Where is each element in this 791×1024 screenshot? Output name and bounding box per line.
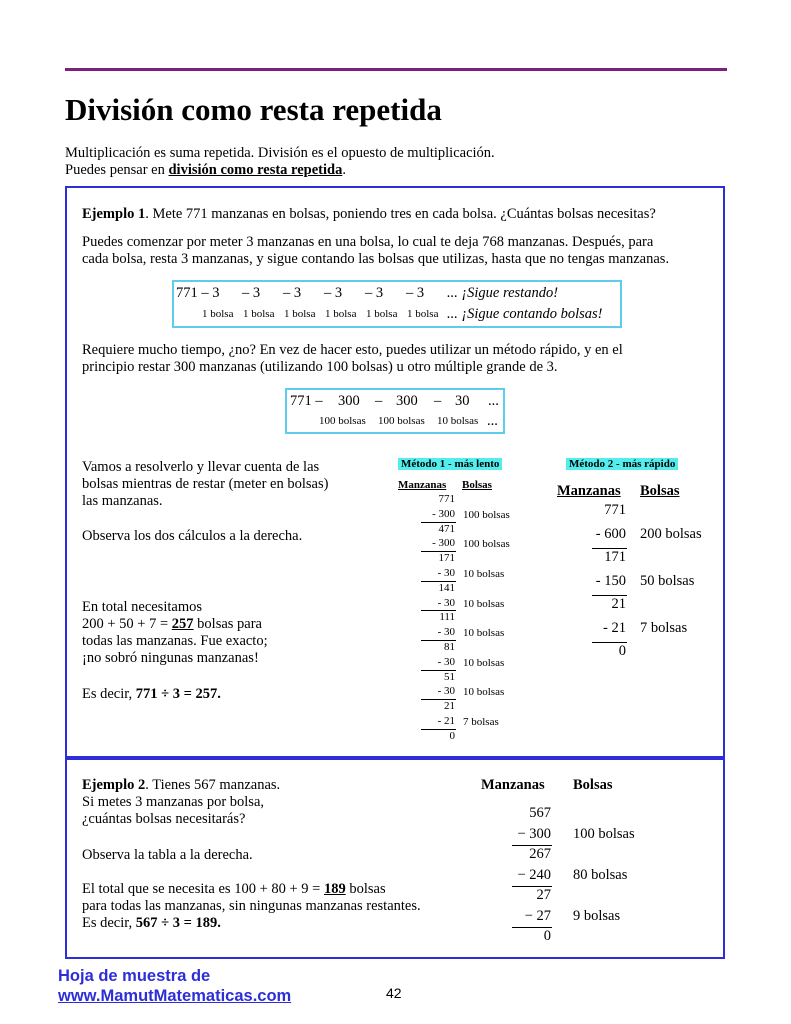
example-1-paragraph-3-line-2: principio restar 300 manzanas (utilizando 100 bolsas) u otro múltiple grande de 3. [82,359,558,375]
apples-value: 0 [618,643,626,659]
example-2-col-manzanas: Manzanas [481,777,545,793]
apples-value: - 21 [603,619,626,636]
apples-value: 267 [529,846,551,862]
apples-value: - 30 [437,685,455,698]
example-2-total-line-1 [82,881,421,898]
example-2-label: Ejemplo 2 [82,777,146,793]
box1-row1-end: ... ¡Sigue restando! [447,285,559,301]
apples-value: 771 [438,493,455,505]
method-1-col-bolsas: Bolsas [462,479,492,491]
apples-value: 771 [604,502,626,518]
box1-row1-item-4: – 3 [365,285,384,301]
apples-value: 171 [604,549,626,565]
bags-value: 10 bolsas [463,686,505,699]
box1-row1-item-0: 771 – 3 [176,285,220,301]
apples-value: - 150 [595,572,626,589]
total-line-2-post: bolsas para [193,616,262,632]
total-block [82,599,268,667]
box2-row1-item-4: – [434,393,442,409]
apples-value: - 300 [432,507,455,520]
total-sum: 200 + 50 + 7 = [82,616,172,632]
method-2-col-bolsas: Bolsas [640,483,680,499]
example-2-line-3: ¿cuántas bolsas necesitarás? [82,811,246,827]
apples-value: - 30 [437,596,455,609]
apples-value: 27 [536,887,551,903]
box1-row1-item-3: – 3 [324,285,343,301]
box2-row2-item-2: 10 bolsas [437,415,479,427]
box2-row2-item-3: ... [487,413,498,429]
method-2-col-manzanas: Manzanas [557,483,621,499]
box2-row1-item-0: 771 – [290,393,323,409]
apples-value: 21 [444,700,455,713]
apples-value: 141 [438,581,455,594]
conclusion-1 [82,686,221,703]
observe-text: Observa los dos cálculos a la derecha. [82,528,303,544]
method-2-header: Método 2 - más rápido [566,458,678,470]
apples-value: - 30 [437,626,455,639]
intro-line-2-post: . [342,162,346,178]
example-1-paragraph-2-line-1: Puedes comenzar por meter 3 manzanas en una bolsa, lo cual te deja 768 manzanas. Después, para [82,234,654,250]
page-title: División como resta repetida [65,92,442,127]
explanation-line-1: Vamos a resolverlo y llevar cuenta de las [82,459,320,475]
apples-value: - 30 [437,655,455,668]
bags-value: 10 bolsas [463,627,505,640]
example-2-answer: 189 [323,881,346,897]
apples-value: - 300 [432,537,455,550]
example-2-col-bolsas: Bolsas [573,777,613,793]
box1-row2-item-2: 1 bolsa [284,308,316,320]
example-2-total-line-2: para todas las manzanas, sin ningunas manzanas restantes. [82,898,421,914]
method-1-col-manzanas: Manzanas [398,479,447,491]
total-line-1: En total necesitamos [82,599,202,615]
bags-value: 50 bolsas [640,572,695,589]
apples-value: 111 [439,611,455,624]
box2-row1-item-2: – [375,393,383,409]
apples-value: 171 [438,552,455,565]
apples-value: - 30 [437,567,455,579]
method-1-header: Método 1 - más lento [398,458,502,470]
apples-value: − 27 [524,907,551,924]
bags-value: 200 bolsas [640,525,702,542]
example-1-paragraph-3-line-1: Requiere mucho tiempo, ¿no? En vez de hacer esto, puedes utilizar un método rápido, y en el [82,342,623,358]
box2-row2-item-1: 100 bolsas [378,415,425,427]
total-line-2 [82,616,268,633]
explanation-line-2: bolsas mientras de restar (meter en bolsas) [82,476,329,492]
conclusion-1-pre: Es decir, [82,686,136,702]
intro-emphasis: división como resta repetida [168,162,343,178]
box2-row2-item-0: 100 bolsas [319,415,366,427]
example-2-total-sum: El total que se necesita es 100 + 80 + 9 = [82,881,324,897]
box2-row1-item-6: ... [488,393,499,409]
example-2-line-2: Si metes 3 manzanas por bolsa, [82,794,265,810]
apples-value: 21 [611,596,626,612]
example-1-statement [82,206,656,223]
box1-row1-item-5: – 3 [406,285,425,301]
example-1-label: Ejemplo 1 [82,206,146,222]
box1-row2-item-0: 1 bolsa [202,308,234,320]
intro-line-2 [65,162,495,179]
box1-row2-item-3: 1 bolsa [325,308,357,320]
bags-value: 10 bolsas [463,568,505,580]
box1-row2-item-1: 1 bolsa [243,308,275,320]
bags-value: 100 bolsas [463,508,510,521]
example-2-line-1 [82,777,280,794]
total-line-3: todas las manzanas. Fue exacto; [82,633,268,649]
bags-value: 10 bolsas [463,597,505,610]
footer-link[interactable]: www.MamutMatematicas.com [58,987,292,1005]
example-1-paragraph-2-line-2: cada bolsa, resta 3 manzanas, y sigue contando las bolsas que utilizas, hasta que no tengas manzanas. [82,251,670,267]
apples-value: - 21 [437,715,455,727]
apples-value: 51 [444,670,455,683]
intro-line-2-pre: Puedes pensar en [65,162,169,178]
bags-value: 80 bolsas [573,866,628,883]
box1-row1-item-1: – 3 [242,285,261,301]
box2-row1-item-3: 300 [396,393,418,409]
example-2-result: 567 ÷ 3 = 189. [135,915,221,931]
total-answer: 257 [171,616,194,632]
box1-row2-item-5: 1 bolsa [407,308,439,320]
box1-row2-end: ... ¡Sigue contando bolsas! [447,306,603,322]
total-line-4: ¡no sobró ningunas manzanas! [82,650,259,666]
example-2-total [82,881,421,932]
apples-value: − 240 [517,866,551,883]
example-2-observe: Observa la tabla a la derecha. [82,847,253,863]
apples-value: - 600 [595,525,626,542]
page-number: 42 [386,985,402,1001]
apples-value: 567 [529,805,551,821]
apples-value: − 300 [517,825,551,842]
box1-row1-item-2: – 3 [283,285,302,301]
bags-value: 7 bolsas [640,619,688,636]
footer-source [58,966,291,1006]
bags-value: 100 bolsas [573,825,635,842]
conclusion-1-result: 771 ÷ 3 = 257. [135,686,221,702]
intro-line-1: Multiplicación es suma repetida. División es el opuesto de multiplicación. [65,145,495,161]
apples-value: 0 [449,729,455,742]
box2-row1-item-1: 300 [338,393,360,409]
box1-row2-item-4: 1 bolsa [366,308,398,320]
bags-value: 100 bolsas [463,538,510,551]
apples-value: 0 [543,928,551,944]
example-1-text: . Mete 771 manzanas en bolsas, poniendo tres en cada bolsa. ¿Cuántas bolsas necesitas? [145,206,656,222]
bags-value: 10 bolsas [463,656,505,669]
top-rule [65,68,727,71]
apples-value: 471 [438,522,455,535]
footer-line-1: Hoja de muestra de [58,967,211,985]
example-2-conclusion [82,915,421,932]
explanation-line-3: las manzanas. [82,493,163,509]
bags-value: 9 bolsas [573,907,621,924]
example-2-total-post: bolsas [345,881,386,897]
bags-value: 7 bolsas [463,716,499,728]
example-1-paragraph-2 [82,234,669,268]
example-2-text [82,777,280,828]
explanation-block [82,459,328,510]
example-2-conclusion-pre: Es decir, [82,915,136,931]
example-2-line-1-text: . Tienes 567 manzanas. [145,777,281,793]
intro-text [65,145,495,179]
box2-row1-item-5: 30 [455,393,470,409]
example-1-paragraph-3 [82,342,623,376]
apples-value: 81 [444,641,455,653]
